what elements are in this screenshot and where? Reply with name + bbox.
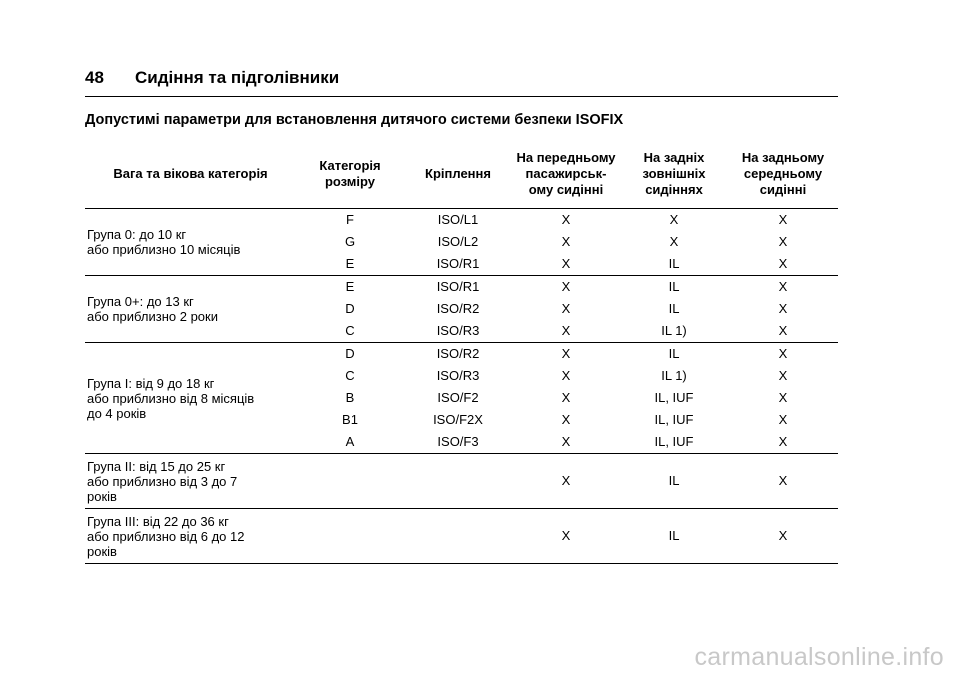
front-passenger-cell: X	[561, 301, 571, 316]
section-title: Допустимі параметри для встановлення дитячого системи безпеки ISOFIX	[85, 112, 624, 128]
table-header	[85, 140, 838, 209]
group-label-line: Група 0+: до 13 кг	[87, 294, 194, 309]
rear-center-cell: X	[778, 234, 788, 249]
front-passenger-cell: X	[561, 368, 571, 383]
rear-center-cell: X	[778, 412, 788, 427]
size-class-cell: G	[344, 234, 356, 249]
rear-outboard-cell: IL	[668, 279, 680, 294]
rear-outboard-cell: IL	[668, 301, 680, 316]
rear-outboard-cell: IL	[620, 454, 728, 509]
group-label-line: Група II: від 15 до 25 кг	[87, 458, 226, 474]
group-label-line: років	[87, 543, 117, 559]
group-label	[85, 509, 296, 564]
rear-center-cell: X	[728, 431, 838, 454]
size-class-cell: A	[296, 431, 404, 454]
rear-outboard-cell: IL 1)	[620, 320, 728, 343]
size-class-cell: D	[345, 346, 355, 361]
group-label	[85, 276, 296, 343]
fixture-cell	[404, 509, 512, 564]
size-class-cell: B	[345, 390, 355, 405]
table-row	[85, 209, 838, 232]
fixture-cell: ISO/F2	[437, 390, 479, 405]
front-passenger-cell: X	[512, 454, 620, 509]
front-passenger-cell: X	[561, 346, 571, 361]
fixture-cell: ISO/R1	[404, 253, 512, 276]
watermark: carmanualsonline.info	[694, 643, 944, 671]
rear-center-cell: X	[728, 320, 838, 343]
fixture-cell: ISO/F2X	[433, 412, 483, 427]
fixture-cell: ISO/R1	[436, 279, 480, 294]
size-class-cell: C	[345, 368, 355, 383]
rear-center-cell: X	[778, 212, 788, 227]
rear-center-cell: X	[778, 346, 788, 361]
size-class-cell: E	[296, 253, 404, 276]
size-class-cell: C	[296, 320, 404, 343]
size-class-cell	[296, 509, 404, 564]
rear-center-cell: X	[728, 253, 838, 276]
table-body	[85, 209, 838, 564]
isofix-table	[85, 140, 838, 564]
column-header-front-passenger: На передньому пасажирськ-ому сидінні	[512, 140, 620, 209]
column-header-size-class: Категорія розміру	[296, 140, 404, 209]
fixture-cell: ISO/L1	[437, 212, 479, 227]
fixture-cell	[404, 454, 512, 509]
column-header-rear-center: На задньому середньому сидінні	[728, 140, 838, 209]
rear-outboard-cell: IL	[620, 253, 728, 276]
column-header-rear-outboard: На задніх зовнішніх сидіннях	[620, 140, 728, 209]
rear-outboard-cell: IL, IUF	[654, 412, 694, 427]
fixture-cell: ISO/F3	[404, 431, 512, 454]
size-class-cell: B1	[342, 412, 358, 427]
front-passenger-cell: X	[561, 390, 571, 405]
group-label-line: або приблизно від 6 до 12	[87, 528, 245, 544]
rear-outboard-cell: IL, IUF	[654, 390, 694, 405]
size-class-cell: E	[345, 279, 355, 294]
column-header-weight-age: Вага та вікова категорія	[85, 140, 296, 209]
group-label-line: Група I: від 9 до 18 кг	[87, 375, 215, 391]
fixture-cell: ISO/R3	[436, 368, 480, 383]
fixture-cell: ISO/R2	[436, 301, 480, 316]
table-row	[85, 343, 838, 366]
rear-center-cell: X	[778, 301, 788, 316]
front-passenger-cell: X	[512, 253, 620, 276]
page-header	[85, 66, 838, 97]
group-label-line: або приблизно від 3 до 7	[87, 473, 238, 489]
size-class-cell	[296, 454, 404, 509]
group-label	[85, 454, 296, 509]
front-passenger-cell: X	[561, 212, 571, 227]
column-header-fixture: Кріплення	[404, 140, 512, 209]
group-label-line: Група III: від 22 до 36 кг	[87, 513, 229, 529]
rear-center-cell: X	[728, 509, 838, 564]
group-label-line: до 4 років	[87, 405, 147, 421]
front-passenger-cell: X	[561, 234, 571, 249]
chapter-title: Сидіння та підголівники	[135, 68, 340, 87]
header-row	[85, 140, 838, 209]
front-passenger-cell: X	[561, 412, 571, 427]
rear-outboard-cell: X	[669, 212, 679, 227]
group-label-line: або приблизно 2 роки	[87, 309, 218, 324]
size-class-cell: F	[346, 212, 354, 227]
group-label-line: або приблизно від 8 місяців	[87, 390, 255, 406]
group-label-line: Група 0: до 10 кг	[87, 227, 187, 242]
table-row	[85, 454, 838, 509]
front-passenger-cell: X	[512, 320, 620, 343]
rear-center-cell: X	[778, 368, 788, 383]
front-passenger-cell: X	[561, 279, 571, 294]
fixture-cell: ISO/R3	[404, 320, 512, 343]
fixture-cell: ISO/R2	[436, 346, 480, 361]
group-label	[85, 343, 296, 454]
fixture-cell: ISO/L2	[437, 234, 479, 249]
front-passenger-cell: X	[512, 509, 620, 564]
rear-outboard-cell: IL	[668, 346, 680, 361]
group-label	[85, 209, 296, 276]
rear-outboard-cell: X	[669, 234, 679, 249]
rear-outboard-cell: IL	[620, 509, 728, 564]
rear-center-cell: X	[778, 279, 788, 294]
rear-outboard-cell: IL 1)	[661, 368, 687, 383]
table-row	[85, 509, 838, 564]
table-row	[85, 276, 838, 299]
front-passenger-cell: X	[512, 431, 620, 454]
size-class-cell: D	[345, 301, 355, 316]
group-label-line: років	[87, 488, 117, 504]
page-number: 48	[85, 68, 104, 87]
group-label-line: або приблизно 10 місяців	[87, 242, 241, 257]
rear-center-cell: X	[728, 454, 838, 509]
rear-outboard-cell: IL, IUF	[620, 431, 728, 454]
rear-center-cell: X	[778, 390, 788, 405]
